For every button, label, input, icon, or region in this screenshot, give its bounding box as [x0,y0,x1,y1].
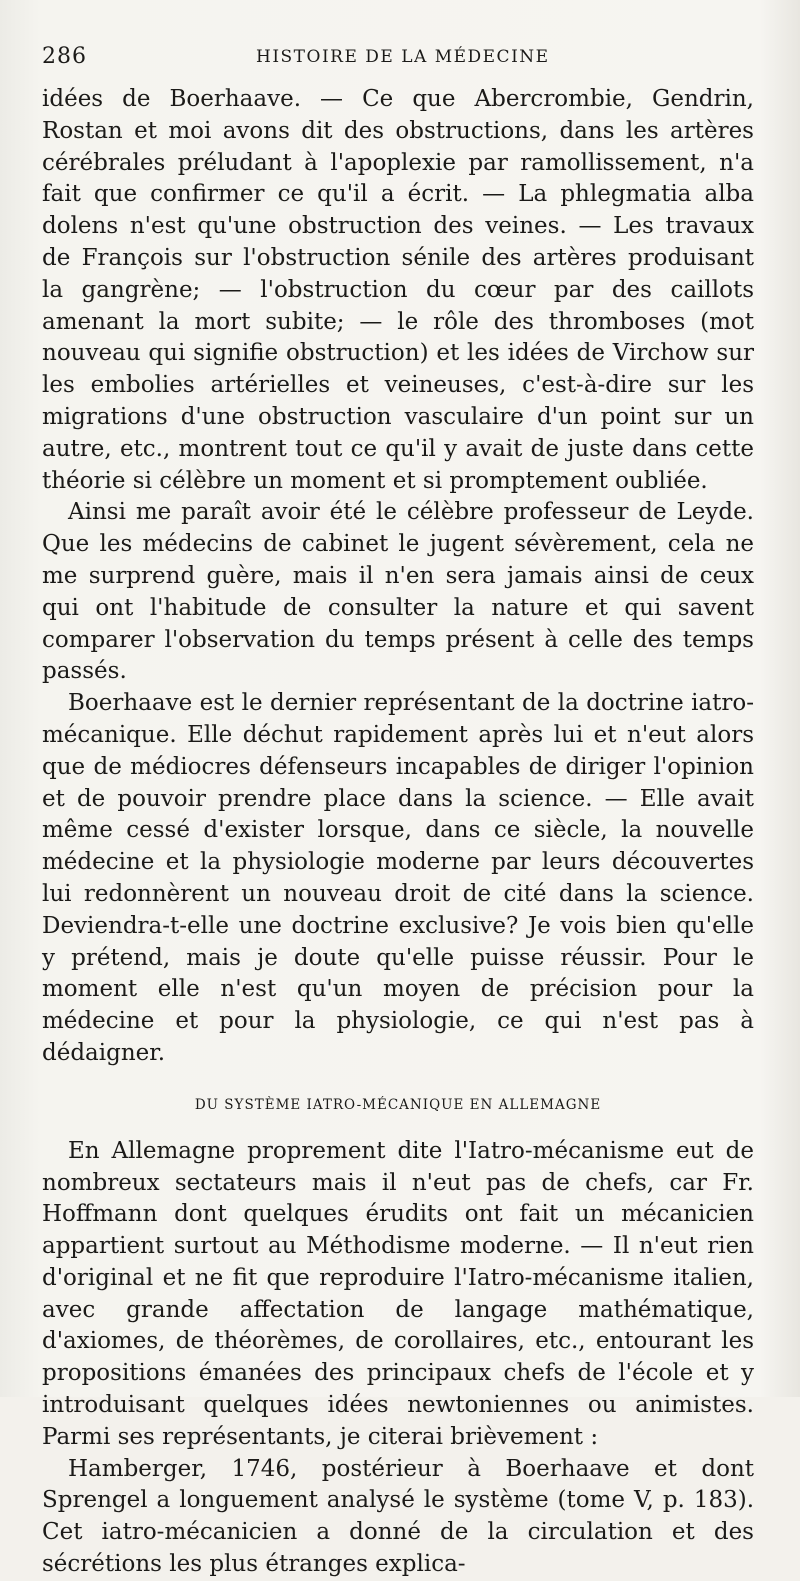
section-heading: DU SYSTÈME IATRO-MÉCANIQUE EN ALLEMAGNE [194,1096,602,1113]
paragraph: idées de Boerhaave. — Ce que Abercrombie, Gendrin, Rostan et moi avons dit des obstructions, dans les artères cérébrales préludant à l'apoplexie par ramollissement, n'a fait que confirmer ce qu'il a écrit. — La phlegmatia alba dolens n'est qu'une obstruction des veines. — Les travaux de François sur l'obstruction sénile des artères produisant la gangrène; — l'obstruction du cœur par des caillots amenant la mort subite; — le rôle des thromboses (mot nouveau qui signifie obstruction) et les idées de Virchow sur les embolies artérielles et veineuses, c'est-à-dire sur les migrations d'une obstruction vasculaire d'un point sur un autre, etc., montrent tout ce qu'il y avait de juste dans cette théorie si célèbre un moment et si promptement oubliée. [42,86,754,494]
body-text [42,84,754,1581]
paragraph: Hamberger, 1746, postérieur à Boerhaave et dont Sprengel a longuement analysé le système (tome V, p. 183). Cet iatro-mécanicien a donné de la circulation et des sécrétions les plus étranges explica- [42,1455,754,1578]
running-title: HISTOIRE DE LA MÉDECINE [256,47,550,67]
paragraph: Boerhaave est le dernier représentant de la doctrine iatro-mécanique. Elle déchut rapidement après lui et n'eut alors que de médiocres défenseurs incapables de diriger l'opinion et de pouvoir prendre place dans la science. — Elle avait même cessé d'exister lorsque, dans ce siècle, la nouvelle médecine et la physiologie moderne par leurs découvertes lui redonnèrent un nouveau droit de cité dans la science. Deviendra-t-elle une doctrine exclusive? Je vois bien qu'elle y prétend, mais je doute qu'elle puisse réussir. Pour le moment elle n'est qu'un moyen de précision pour la médecine et pour la physiologie, ce qui n'est pas à dédaigner. [42,690,754,1066]
paragraph: Ainsi me paraît avoir été le célèbre professeur de Leyde. Que les médecins de cabinet le jugent sévèrement, cela ne me surprend guère, mais il n'en sera jamais ainsi de ceux qui ont l'habitude de consulter la nature et qui savent comparer l'observation du temps présent à celle des temps passés. [42,499,754,685]
page-number: 286 [42,44,87,69]
page-header [42,44,754,74]
paragraph: En Allemagne proprement dite l'Iatro-mécanisme eut de nombreux sectateurs mais il n'eut pas de chefs, car Fr. Hoffmann dont quelques érudits ont fait un mécanicien appartient surtout au Méthodisme moderne. — Il n'eut rien d'original et ne fit que reproduire l'Iatro-mécanisme italien, avec grande affectation de langage mathématique, d'axiomes, de théorèmes, de corollaires, etc., entourant les propositions émanées des principaux chefs de l'école et y introduisant quelques idées newtoniennes ou animistes. Parmi ses représentants, je citerai brièvement : [42,1137,754,1450]
